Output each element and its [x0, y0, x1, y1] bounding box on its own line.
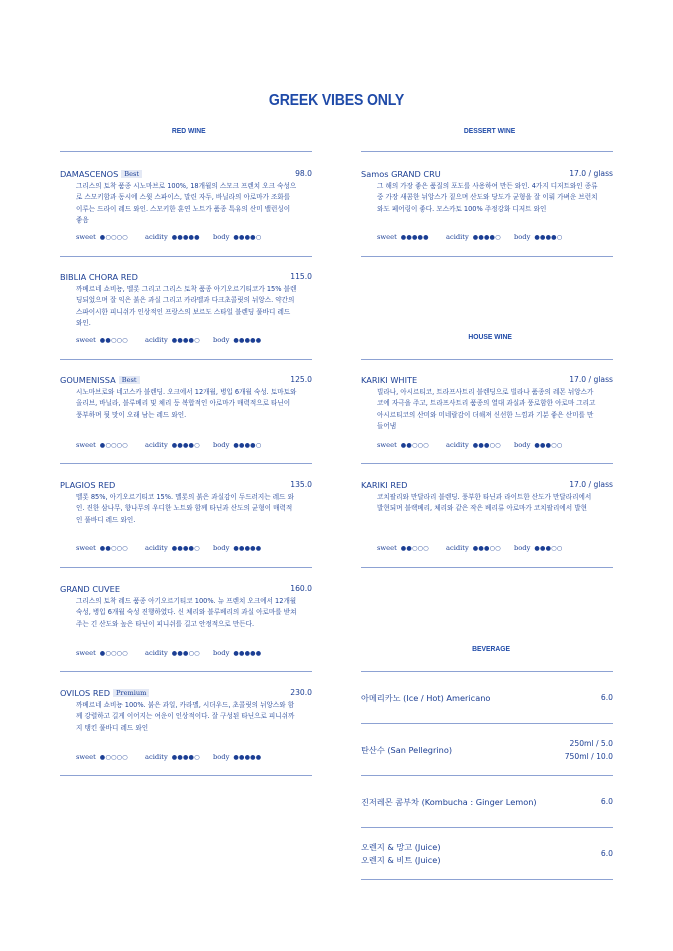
- acidity-label: acidity: [446, 441, 469, 449]
- section-heading-dessert-wine: DESSERT WINE: [463, 126, 516, 135]
- wine-description: 코치팔리와 만달라리 블렌딩. 풍부한 타닌과 라이트한 산도가 만달라리에서 발현되며 블랙베리, 체리와 같은 작은 베리류 아로마가 코치팔리에서 발현: [377, 493, 592, 513]
- divider: [60, 775, 312, 776]
- wine-price: 115.0: [290, 272, 312, 281]
- wine-name: GRAND CUVEE: [60, 584, 120, 594]
- divider: [361, 359, 613, 360]
- divider: [361, 567, 613, 568]
- body-rating: ●●●○○: [534, 442, 563, 449]
- beverage-name: 오렌지 & 망고 (Juice): [361, 842, 441, 852]
- divider: [361, 256, 613, 257]
- wine-name: KARIKI WHITE: [361, 375, 418, 385]
- divider: [361, 723, 613, 724]
- sweet-label: sweet: [377, 441, 397, 449]
- divider: [60, 567, 312, 568]
- divider: [361, 151, 613, 152]
- sweet-label: sweet: [76, 441, 96, 449]
- wine-description: 그리스의 토착 레드 품종 아기오르기티코 100%. 뉴 프렌치 오크에서 12개월 숙성, 병입 6개월 숙성 진행하였다. 신 체리와 블루베리의 과실 아로마를 받쳐주는 긴 산도와 높은 타닌이 피니쉬를 길고 안정적으로 만든다.: [76, 597, 297, 628]
- divider: [60, 256, 312, 257]
- divider: [60, 671, 312, 672]
- divider: [361, 775, 613, 776]
- body-rating: ●●●●○: [233, 442, 262, 449]
- sweet-label: sweet: [76, 753, 96, 761]
- acidity-label: acidity: [145, 441, 168, 449]
- acidity-rating: ●●●●○: [472, 234, 501, 241]
- body-rating: ●●●●●: [233, 650, 262, 657]
- sweet-rating: ●●○○○: [400, 442, 429, 449]
- wine-name: DAMASCENOS: [60, 169, 119, 179]
- acidity-label: acidity: [145, 336, 168, 344]
- menu-title: GREEK VIBES ONLY: [268, 92, 405, 109]
- body-rating: ●●●●○: [233, 234, 262, 241]
- beverage-item: [361, 692, 613, 704]
- beverage-name: 진저레몬 콤부차 (Kombucha : Ginger Lemon): [361, 797, 537, 807]
- sweet-rating: ●●○○○: [400, 545, 429, 552]
- divider: [361, 671, 613, 672]
- beverage-item: [361, 841, 613, 866]
- sweet-label: sweet: [76, 649, 96, 657]
- sweet-rating: ●●○○○: [99, 337, 128, 344]
- wine-item-grand-cuvee: [60, 584, 312, 664]
- body-label: body: [514, 233, 531, 241]
- wine-item-ovilos-red: [60, 688, 312, 768]
- sweet-rating: ●○○○○: [99, 234, 128, 241]
- divider: [60, 463, 312, 464]
- wine-name: GOUMENISSA: [60, 375, 116, 385]
- wine-item-samos-grand-cru: [361, 169, 613, 249]
- body-label: body: [213, 336, 230, 344]
- body-label: body: [514, 544, 531, 552]
- wine-badge: Best: [121, 170, 142, 178]
- wine-item-goumenissa: [60, 375, 312, 455]
- beverage-price: 250ml / 5.0: [569, 739, 613, 748]
- body-label: body: [213, 753, 230, 761]
- wine-item-kariki-red: [361, 480, 613, 560]
- beverage-name-secondary: 오렌지 & 비트 (Juice): [361, 855, 441, 865]
- beverage-price: 6.0: [600, 849, 613, 858]
- beverage-item: [361, 738, 613, 762]
- beverage-item: [361, 796, 613, 808]
- wine-badge: Best: [119, 376, 140, 384]
- body-label: body: [213, 441, 230, 449]
- sweet-label: sweet: [76, 233, 96, 241]
- acidity-rating: ●●●○○: [171, 650, 200, 657]
- wine-item-plagios-red: [60, 480, 312, 560]
- section-heading-house-wine: HOUSE WINE: [468, 332, 512, 341]
- body-rating: ●●●●●: [233, 545, 262, 552]
- wine-description: 시노마브로와 네고스카 블렌딩. 오크에서 12개월, 병입 6개월 숙성. 토마토와 올리브, 바닐라, 블루베리 및 체리 등 복합적인 아로마가 매력적으로 타닌이 풍부하며 뒷 맛이 오래 남는 레드 와인.: [76, 388, 297, 419]
- wine-description: 빌라나, 아시르티코, 트라프사트리 블렌딩으로 빌라나 품종의 레몬 뉘앙스가 코에 자극을 주고, 트라프사트리 품종의 열대 과실과 풍로함한 아로마 그리고 아시르티코의 산미와 미네랄감이 더해져 신선한 느낌과 기분 좋은 산미를 만들어냄: [377, 388, 596, 431]
- wine-description: 멜롯 85%, 아기오르기티코 15%. 멜롯의 붉은 과실감이 두드러지는 레드 와인. 진한 삼나무, 향나무의 우디한 노트와 함께 타닌과 산도의 균형이 매력적인 풀바디 레드 와인.: [76, 493, 294, 524]
- body-rating: ●●●●●: [233, 754, 262, 761]
- sweet-rating: ●○○○○: [99, 650, 128, 657]
- wine-price: 17.0 / glass: [569, 169, 613, 178]
- acidity-label: acidity: [145, 233, 168, 241]
- acidity-label: acidity: [446, 544, 469, 552]
- body-rating: ●●●○○: [534, 545, 563, 552]
- body-rating: ●●●●●: [233, 337, 262, 344]
- section-heading-beverage: BEVERAGE: [472, 644, 510, 653]
- acidity-rating: ●●●●○: [171, 337, 200, 344]
- sweet-label: sweet: [76, 544, 96, 552]
- sweet-label: sweet: [76, 336, 96, 344]
- divider: [60, 151, 312, 152]
- wine-price: 135.0: [290, 480, 312, 489]
- wine-description: 까베르네 쇼비뇽, 멜롯 그리고 그리스 토착 품종 아기오르기티코가 15% 블렌딩되었으며 잘 익은 붉은 과실 그리고 카라멜과 다크초콜릿의 뉘앙스. 약간의 스파이시한 피니쉬가 인상적인 프랑스의 보르도 스타일 블렌딩 풀바디 레드 와인.: [76, 285, 297, 328]
- body-label: body: [213, 233, 230, 241]
- beverage-name: 탄산수 (San Pellegrino): [361, 745, 453, 755]
- wine-name: OVILOS RED: [60, 688, 110, 698]
- beverage-name: 아메리카노 (Ice / Hot) Americano: [361, 693, 491, 703]
- wine-item-damascenos: [60, 169, 312, 249]
- body-label: body: [514, 441, 531, 449]
- acidity-rating: ●●●●●: [171, 234, 200, 241]
- wine-name: Samos GRAND CRU: [361, 169, 441, 179]
- beverage-price: 6.0: [600, 797, 613, 806]
- sweet-rating: ●○○○○: [99, 442, 128, 449]
- acidity-label: acidity: [446, 233, 469, 241]
- body-rating: ●●●●○: [534, 234, 563, 241]
- body-label: body: [213, 544, 230, 552]
- acidity-rating: ●●●○○: [472, 545, 501, 552]
- wine-price: 17.0 / glass: [569, 480, 613, 489]
- acidity-rating: ●●●○○: [472, 442, 501, 449]
- divider: [60, 359, 312, 360]
- wine-name: PLAGIOS RED: [60, 480, 116, 490]
- divider: [361, 463, 613, 464]
- body-label: body: [213, 649, 230, 657]
- acidity-label: acidity: [145, 753, 168, 761]
- wine-price: 230.0: [290, 688, 312, 697]
- sweet-rating: ●●●●●: [400, 234, 429, 241]
- wine-price: 160.0: [290, 584, 312, 593]
- acidity-rating: ●●●●○: [171, 754, 200, 761]
- wine-price: 98.0: [295, 169, 312, 178]
- wine-description: 그 해의 가장 좋은 품질의 포도를 사용하여 만든 와인. 4가지 디저트와인 종류 중 가장 새콤한 뉘앙스가 짙으며 산도와 당도가 균형을 잘 이뤄 가벼운 브런치와도 페어링이 좋다. 모스카토 100% 주정강화 디저트 와인: [377, 182, 598, 213]
- divider: [361, 879, 613, 880]
- sweet-rating: ●○○○○: [99, 754, 128, 761]
- section-heading-red-wine: RED WINE: [171, 126, 206, 135]
- wine-description: 까베르네 쇼비뇽 100%. 붉은 과일, 카라멜, 시더우드, 초콜릿의 뉘앙스와 함께 강렬하고 길게 이어지는 여운이 인상적이다. 잘 구성된 타닌으로 피니쉬까지 탱킨 풀바디 레드 와인: [76, 701, 295, 732]
- beverage-price-secondary: 750ml / 10.0: [564, 752, 613, 761]
- wine-badge: Premium: [113, 689, 149, 697]
- wine-price: 125.0: [290, 375, 312, 384]
- wine-item-kariki-white: [361, 375, 613, 455]
- wine-price: 17.0 / glass: [569, 375, 613, 384]
- acidity-rating: ●●●●○: [171, 545, 200, 552]
- sweet-rating: ●●○○○: [99, 545, 128, 552]
- beverage-price: 6.0: [600, 693, 613, 702]
- acidity-rating: ●●●●○: [171, 442, 200, 449]
- sweet-label: sweet: [377, 544, 397, 552]
- acidity-label: acidity: [145, 544, 168, 552]
- wine-name: BIBLIA CHORA RED: [60, 272, 138, 282]
- divider: [361, 827, 613, 828]
- wine-description: 그리스의 토착 품종 시노마브로 100%, 18개월의 스모크 프렌치 오크 숙성으로 스모키함과 동시에 스윗 스파이스, 말린 자두, 바닐라의 아로마가 조화를 이루는 드라이 레드 와인. 스모키한 훈연 노트가 품종 특유의 산미 밸런싱이 좋음: [76, 182, 297, 225]
- wine-name: KARIKI RED: [361, 480, 408, 490]
- sweet-label: sweet: [377, 233, 397, 241]
- acidity-label: acidity: [145, 649, 168, 657]
- wine-item-biblia-chora-red: [60, 272, 312, 352]
